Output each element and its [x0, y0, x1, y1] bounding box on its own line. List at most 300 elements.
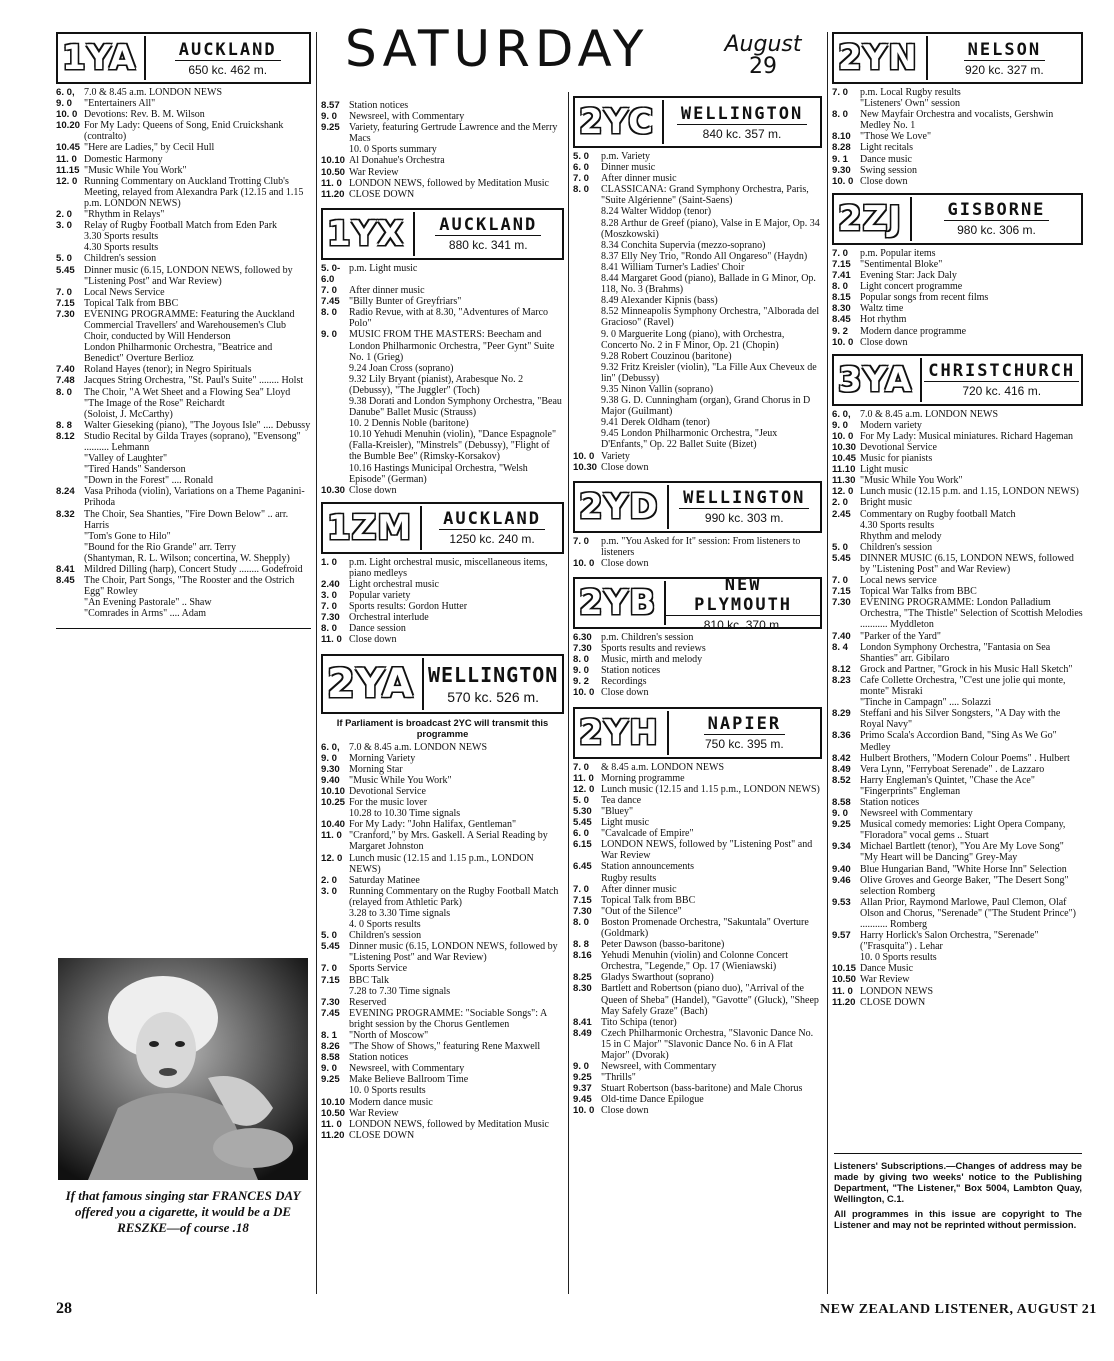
programme-row: [832, 176, 1083, 187]
programme-time: [321, 429, 349, 462]
programme-description: New Mayfair Orchestra and vocalists, Gershwin Medley No. 1: [860, 109, 1054, 132]
column-4: [832, 32, 1083, 1008]
programme-row: [832, 326, 1083, 337]
programme-description: "Thrills": [601, 1072, 636, 1084]
programme-time: 6. 0,: [56, 87, 75, 98]
programme-description: DINNER MUSIC (6.15, LONDON NEWS, followed by "Listening Post" and War Review): [860, 552, 1074, 575]
programme-description: Close down: [601, 1105, 649, 1117]
programme-description: 10.16 Hastings Municipal Orchestra, "Welsh Episode" (German): [349, 462, 528, 485]
programme-description: 4.30 Sports results: [84, 242, 159, 254]
station-header-2YD: [573, 481, 822, 533]
programme-time: 3. 0: [56, 220, 73, 232]
programme-time: [573, 395, 601, 417]
programme-description: 7.0 & 8.45 a.m. LONDON NEWS: [349, 741, 488, 753]
programme-time: 10.45: [832, 453, 857, 465]
programme-time: 5.45: [573, 817, 592, 829]
programme-time: 10. 0: [56, 109, 78, 121]
programme-row: [573, 784, 822, 795]
programme-description: Allan Prior, Raymond Marlowe, Paul Clemon, Olaf Olson and Chorus, "Serenade" ("The Student Prince") ........... Romberg: [860, 896, 1077, 930]
programme-row: [56, 486, 311, 508]
programme-row: [321, 1030, 564, 1041]
programme-row: [56, 209, 311, 220]
programme-description: 8.41 William Turner's Ladies' Choir: [601, 261, 745, 273]
station-header-2YB: [573, 574, 822, 632]
programme-row: [832, 808, 1083, 819]
station-header-2YN: [832, 32, 1083, 84]
programme-description: CLOSE DOWN: [349, 1129, 415, 1141]
station-logo: 2YH: [575, 711, 669, 755]
programme-description: For My Lady: "John Halifax, Gentleman": [349, 819, 517, 831]
programme-time: 2.45: [832, 508, 851, 520]
programme-time: [573, 329, 601, 351]
programme-description: Yehudi Menuhin (violin) and Colonne Concert Orchestra, "Legende," Op. 17 (Wieniawski): [601, 950, 789, 973]
programme-description: Newsreel, with Commentary: [349, 111, 465, 123]
programme-time: 7.41: [832, 270, 851, 282]
programme-row: [832, 841, 1083, 863]
schedule-2ZJ: [832, 248, 1083, 348]
programme-description: p.m. Children's session: [601, 632, 694, 643]
programme-row: [321, 167, 564, 178]
programme-row: [573, 306, 822, 328]
programme-description: The Choir, Sea Shanties, "Fire Down Below" .. arr. Harris: [84, 508, 289, 531]
programme-time: 6.15: [573, 839, 592, 851]
programme-row: [321, 263, 564, 285]
programme-time: 7. 0: [321, 963, 338, 975]
programme-description: Variety, featuring Gertrude Lawrence and the Merry Macs: [349, 122, 558, 145]
programme-row: [56, 220, 311, 231]
programme-row: [321, 1108, 564, 1119]
programme-time: 7. 0: [832, 247, 849, 259]
programme-time: [56, 542, 84, 553]
programme-time: 9.25: [573, 1072, 592, 1084]
programme-description: Vera Lynn, "Ferryboat Serenade" . de Lazzaro: [860, 763, 1045, 775]
programme-row: [56, 87, 311, 98]
programme-row: [56, 475, 311, 486]
programme-time: 8.29: [832, 708, 851, 720]
programme-row: [832, 520, 1083, 531]
programme-description: After dinner music: [601, 173, 677, 185]
programme-time: 7. 0: [832, 87, 849, 98]
programme-description: Hulbert Brothers, "Modern Colour Poems" . Hulbert: [860, 752, 1070, 764]
programme-time: 9.53: [832, 896, 851, 908]
programme-description: 7.28 to 7.30 Time signals: [349, 985, 451, 997]
station-header-1YX: [321, 208, 564, 260]
programme-row: [573, 240, 822, 251]
station-header-3YA: [832, 354, 1083, 406]
programme-description: Reserved: [349, 996, 387, 1008]
programme-row: [573, 428, 822, 450]
programme-row: [321, 189, 564, 200]
programme-description: The Choir, Part Songs, "The Rooster and the Ostrich Egg" Rowley: [84, 575, 295, 598]
programme-row: [573, 1028, 822, 1061]
programme-time: 9.40: [832, 863, 851, 875]
programme-description: 10.10 Yehudi Menuhin (violin), "Dance Espagnole" (Falla-Kreisler), "Minstrels" (Debussy), "Flight of the Bumble Bee" (Rimsky-Korsakov): [349, 429, 557, 463]
programme-time: 8.23: [832, 674, 851, 686]
programme-description: "Billy Bunter of Greyfriars": [349, 296, 462, 308]
programme-description: Close down: [601, 557, 649, 569]
programme-description: Sports results and reviews: [601, 643, 706, 655]
programme-description: Children's session: [860, 541, 933, 553]
programme-time: 11. 0: [321, 1118, 342, 1130]
programme-time: 10.50: [321, 1107, 346, 1119]
programme-description: (Soloist, J. McCarthy): [84, 408, 173, 420]
programme-time: 11. 0: [832, 985, 853, 997]
programme-description: Swing session: [860, 164, 917, 176]
programme-description: Dinner music (6.15, LONDON NEWS, followed by "Listening Post" and War Review): [349, 941, 558, 964]
programme-description: For My Lady: Queens of Song, Enid Cruickshank (contralto): [84, 120, 284, 143]
divider: [834, 1153, 1082, 1154]
programme-description: Morning Star: [349, 763, 403, 775]
programme-description: Modern dance programme: [860, 325, 967, 337]
programme-description: Close down: [601, 687, 649, 699]
programme-time: 8.36: [832, 730, 851, 742]
programme-row: [321, 155, 564, 166]
date-month: August: [724, 32, 802, 57]
programme-row: [321, 830, 564, 852]
programme-row: [832, 270, 1083, 281]
programme-description: Dance music: [860, 153, 912, 165]
programme-description: p.m. Popular items: [860, 247, 936, 259]
programme-time: [56, 453, 84, 464]
programme-time: 11. 0: [321, 177, 342, 189]
programme-description: Rhythm and melody: [860, 530, 942, 542]
programme-time: 2. 0: [832, 497, 849, 509]
programme-row: [321, 764, 564, 775]
programme-time: 7.30: [321, 996, 340, 1008]
programme-row: [321, 590, 564, 601]
programme-description: "Rhythm in Relays": [84, 209, 165, 221]
schedule-top-continued: [321, 100, 564, 200]
programme-description: For the music lover: [349, 797, 428, 809]
programme-time: 9.46: [832, 874, 851, 886]
programme-description: LONDON NEWS, followed by "Listening Post" and War Review: [601, 839, 813, 862]
programme-time: [321, 1085, 349, 1096]
programme-time: 11.20: [321, 188, 345, 200]
programme-description: Music for pianists: [860, 453, 933, 465]
station-header-2YH: [573, 707, 822, 759]
programme-row: [56, 231, 311, 242]
programme-row: [573, 451, 822, 462]
programme-description: Children's session: [84, 253, 157, 265]
programme-row: [321, 963, 564, 974]
programme-row: [832, 409, 1083, 420]
column-rule: [568, 92, 569, 1294]
station-city: AUCKLAND: [175, 40, 281, 61]
programme-description: 9.45 London Philharmonic Orchestra, "Jeux D'Enfants," Op. 22 Ballet Suite (Bizet): [601, 428, 778, 451]
programme-description: 10. 0 Sports results: [349, 1085, 426, 1097]
station-logo: 2YD: [575, 485, 669, 529]
programme-time: 9. 0: [321, 111, 338, 123]
station-header-2ZJ: [832, 193, 1083, 245]
programme-row: [573, 417, 822, 428]
programme-description: "Down in the Forest" .... Ronald: [84, 475, 213, 487]
programme-description: Olive Groves and George Baker, "The Desert Song" selection Romberg: [860, 874, 1069, 897]
programme-time: 8.30: [832, 303, 851, 315]
programme-row: [321, 1041, 564, 1052]
programme-row: [56, 464, 311, 475]
programme-row: [56, 364, 311, 375]
programme-row: [56, 176, 311, 209]
programme-row: [832, 154, 1083, 165]
programme-description: Domestic Harmony: [84, 153, 163, 165]
programme-time: 10.30: [321, 484, 346, 496]
programme-time: [56, 475, 84, 486]
programme-time: 7.45: [321, 1007, 340, 1019]
programme-description: Tito Schipa (tenor): [601, 1016, 677, 1028]
programme-time: 8.24: [56, 486, 75, 498]
programme-description: Lunch music (12.15 and 1.15 p.m., LONDON NEWS): [349, 852, 534, 875]
page-title: SATURDAY: [345, 20, 649, 78]
programme-time: 7. 0: [573, 173, 590, 185]
advert-caption: If that famous singing star FRANCES DAY offered you a cigarette, it would be a DE RESZKE—of course .18: [65, 1188, 301, 1235]
programme-row: [832, 442, 1083, 453]
programme-time: 8.12: [56, 430, 75, 442]
programme-description: MUSIC FROM THE MASTERS: Beecham and London Philharmonic Orchestra, "Peer Gynt" Suite No. 1 (Grieg): [349, 329, 555, 363]
programme-time: [832, 952, 860, 963]
programme-description: Commentary on Rugby football Match: [860, 508, 1016, 520]
programme-time: 11.20: [832, 996, 856, 1008]
programme-description: Boston Promenade Orchestra, "Sakuntala" Overture (Goldmark): [601, 916, 809, 939]
programme-time: 10.10: [321, 785, 346, 797]
programme-time: 2. 0: [321, 874, 338, 886]
programme-row: [832, 87, 1083, 98]
programme-time: 9. 0: [321, 752, 338, 764]
column-3: [573, 96, 822, 1117]
programme-description: Waltz time: [860, 303, 904, 315]
programme-row: [573, 206, 822, 217]
programme-time: 7. 0: [573, 535, 590, 547]
programme-time: [321, 418, 349, 429]
programme-description: 8.28 Arthur de Greef (piano), Valse in E Major, Op. 34 (Moszkowski): [601, 217, 820, 240]
programme-description: For My Lady: Musical miniatures. Richard Hageman: [860, 430, 1074, 442]
programme-description: Topical Talk from BBC: [601, 894, 696, 906]
programme-row: [832, 675, 1083, 697]
programme-time: [321, 363, 349, 374]
programme-description: CLASSICANA: Grand Symphony Orchestra, Paris, "Suite Algérienne" (Saint-Saens): [601, 184, 809, 207]
programme-time: 7.30: [573, 905, 592, 917]
programme-time: 11.30: [832, 475, 856, 487]
programme-row: [832, 542, 1083, 553]
programme-description: p.m. Local Rugby results: [860, 87, 961, 98]
programme-row: [56, 398, 311, 409]
programme-time: [321, 919, 349, 930]
programme-description: 9.41 Derek Oldham (tenor): [601, 417, 710, 429]
programme-time: 8. 0: [321, 623, 338, 635]
station-city: CHRISTCHURCH: [924, 361, 1079, 382]
station-logo: 1YX: [323, 212, 415, 256]
programme-row: [832, 281, 1083, 292]
programme-time: 7.40: [832, 630, 851, 642]
programme-row: [321, 775, 564, 786]
programme-time: 8. 0: [321, 307, 338, 319]
programme-time: 8.12: [832, 663, 851, 675]
programme-row: [321, 623, 564, 634]
programme-row: [832, 431, 1083, 442]
programme-description: 8.44 Margaret Good (piano), Ballade in G Minor, Op. 118, No. 3 (Brahms): [601, 273, 816, 296]
programme-row: [573, 972, 822, 983]
programme-row: [832, 475, 1083, 486]
programme-row: [832, 997, 1083, 1008]
programme-row: [56, 553, 311, 564]
programme-row: [56, 564, 311, 575]
programme-description: 7.0 & 8.45 a.m. LONDON NEWS: [84, 87, 223, 98]
programme-row: [832, 497, 1083, 508]
programme-time: [56, 553, 84, 564]
station-city: AUCKLAND: [435, 215, 541, 236]
programme-description: Lunch music (12.15 and 1.15 p.m., LONDON NEWS): [601, 783, 820, 795]
programme-row: [321, 742, 564, 753]
programme-description: Newsreel, with Commentary: [349, 1063, 465, 1075]
programme-time: 7.30: [56, 308, 75, 320]
programme-row: [832, 575, 1083, 586]
programme-row: [573, 395, 822, 417]
programme-row: [832, 597, 1083, 630]
programme-row: [321, 144, 564, 155]
programme-time: 9.45: [573, 1094, 592, 1106]
masthead: NEW ZEALAND LISTENER, AUGUST 21: [820, 1302, 1097, 1317]
programme-time: [573, 295, 601, 306]
programme-time: 5.30: [573, 805, 592, 817]
programme-row: [832, 963, 1083, 974]
programme-time: 6. 0: [573, 828, 590, 840]
programme-description: Relay of Rugby Football Match from Eden Park: [84, 220, 278, 232]
programme-row: [321, 1052, 564, 1063]
schedule-1YX: [321, 263, 564, 496]
programme-row: [56, 387, 311, 398]
programme-time: 7.30: [321, 612, 340, 624]
programme-row: [573, 1017, 822, 1028]
station-frequency: 750 kc. 395 m.: [705, 737, 784, 752]
programme-time: 10.10: [321, 1096, 346, 1108]
programme-time: [573, 273, 601, 295]
programme-time: 8. 4: [832, 641, 849, 653]
programme-row: [573, 173, 822, 184]
schedule-3YA: [832, 409, 1083, 1008]
programme-time: [56, 242, 84, 253]
programme-row: [56, 342, 311, 364]
programme-time: 7.15: [832, 258, 851, 270]
programme-description: Primo Scala's Accordion Band, "Sing As We Go" Medley: [860, 730, 1057, 753]
programme-time: 9. 0: [321, 1063, 338, 1075]
programme-time: 6.45: [573, 861, 592, 873]
programme-row: [321, 975, 564, 986]
subscriptions-notice: [834, 1150, 1082, 1234]
programme-row: [56, 154, 311, 165]
programme-row: [56, 608, 311, 619]
programme-row: [321, 178, 564, 189]
programme-row: [573, 806, 822, 817]
programme-time: 7. 0: [321, 601, 338, 613]
programme-description: Topical Talk from BBC: [84, 297, 179, 309]
programme-description: Morning programme: [601, 772, 685, 784]
programme-row: [832, 464, 1083, 475]
programme-row: [573, 895, 822, 906]
programme-row: [573, 939, 822, 950]
singer-portrait-image: [58, 958, 308, 1180]
programme-description: Light music: [860, 464, 909, 476]
programme-time: 10.25: [321, 797, 346, 809]
schedule-2YD: [573, 536, 822, 569]
schedule-2YC: [573, 151, 822, 473]
programme-row: [573, 687, 822, 698]
programme-time: 10.20: [56, 120, 81, 132]
programme-description: 4. 0 Sports results: [349, 919, 421, 931]
programme-description: 8.37 Elly Ney Trio, "Rondo All Ongareso" (Haydn): [601, 250, 808, 262]
programme-description: Walter Gieseking (piano), "The Joyous Isle" .... Debussy: [84, 419, 311, 431]
programme-time: 8.28: [832, 142, 851, 154]
programme-description: Children's session: [349, 930, 422, 942]
programme-time: 10. 0: [573, 1105, 595, 1117]
programme-row: [56, 420, 311, 431]
programme-description: BBC Talk: [349, 974, 389, 986]
programme-description: "The Image of the Rose" Reichardt: [84, 397, 225, 409]
programme-row: [321, 819, 564, 830]
programme-time: 7. 0: [321, 285, 338, 297]
programme-description: Blue Hungarian Band, "White Horse Inn" Selection: [860, 863, 1067, 875]
programme-description: 9. 0 Marguerite Long (piano), with Orchestra, Concerto No. 2 in F Minor, Op. 21 (Chopin): [601, 328, 785, 351]
programme-row: [56, 309, 311, 342]
station-header-1ZM: [321, 502, 564, 554]
programme-row: [832, 708, 1083, 730]
programme-description: "An Evening Pastorale" .. Shaw: [84, 597, 212, 609]
programme-description: "Music While You Work": [349, 774, 452, 786]
programme-description: Sports results: Gordon Hutter: [349, 601, 468, 613]
programme-description: Evening Star: Jack Daly: [860, 270, 957, 282]
station-city: GISBORNE: [944, 200, 1050, 221]
programme-row: [832, 165, 1083, 176]
programme-description: 8.34 Conchita Supervia (mezzo-soprano): [601, 239, 766, 251]
programme-description: Station notices: [349, 1052, 409, 1064]
programme-row: [832, 730, 1083, 752]
column-rule: [827, 32, 828, 1294]
programme-time: [56, 608, 84, 619]
programme-row: [573, 861, 822, 872]
programme-description: Station announcements: [601, 861, 695, 873]
programme-description: Station notices: [601, 665, 661, 677]
programme-description: "The Show of Shows," featuring Rene Maxwell: [349, 1041, 541, 1053]
programme-description: War Review: [349, 166, 399, 178]
programme-time: 10. 0: [832, 175, 854, 187]
programme-description: Popular variety: [349, 590, 411, 602]
programme-time: 8. 0: [832, 109, 849, 121]
programme-time: [832, 98, 860, 109]
station-logo: 2YC: [575, 100, 664, 144]
programme-description: Close down: [349, 634, 397, 646]
station-logo: 2YB: [575, 581, 666, 625]
programme-row: [56, 109, 311, 120]
programme-time: 10. 0: [832, 430, 854, 442]
programme-row: [573, 151, 822, 162]
programme-row: [321, 1085, 564, 1096]
station-city: NELSON: [964, 40, 1045, 61]
station-frequency: 880 kc. 341 m.: [448, 238, 528, 253]
programme-row: [56, 375, 311, 386]
programme-time: 5. 0: [321, 930, 338, 942]
page-date: [718, 34, 808, 78]
programme-row: [573, 828, 822, 839]
programme-description: London Philharmonic Orchestra, "Beatrice and Benedict" Overture Berlioz: [84, 342, 273, 365]
programme-row: [321, 307, 564, 329]
programme-description: Dinner music: [601, 162, 656, 174]
programme-row: [573, 273, 822, 295]
programme-time: 11. 0: [321, 634, 342, 646]
programme-row: [832, 664, 1083, 675]
programme-description: 10. 0 Sports results: [860, 952, 937, 964]
programme-row: [573, 1105, 822, 1116]
programme-row: [832, 131, 1083, 142]
programme-description: 8.24 Walter Widdop (tenor): [601, 206, 712, 218]
programme-time: 9. 2: [573, 676, 590, 688]
